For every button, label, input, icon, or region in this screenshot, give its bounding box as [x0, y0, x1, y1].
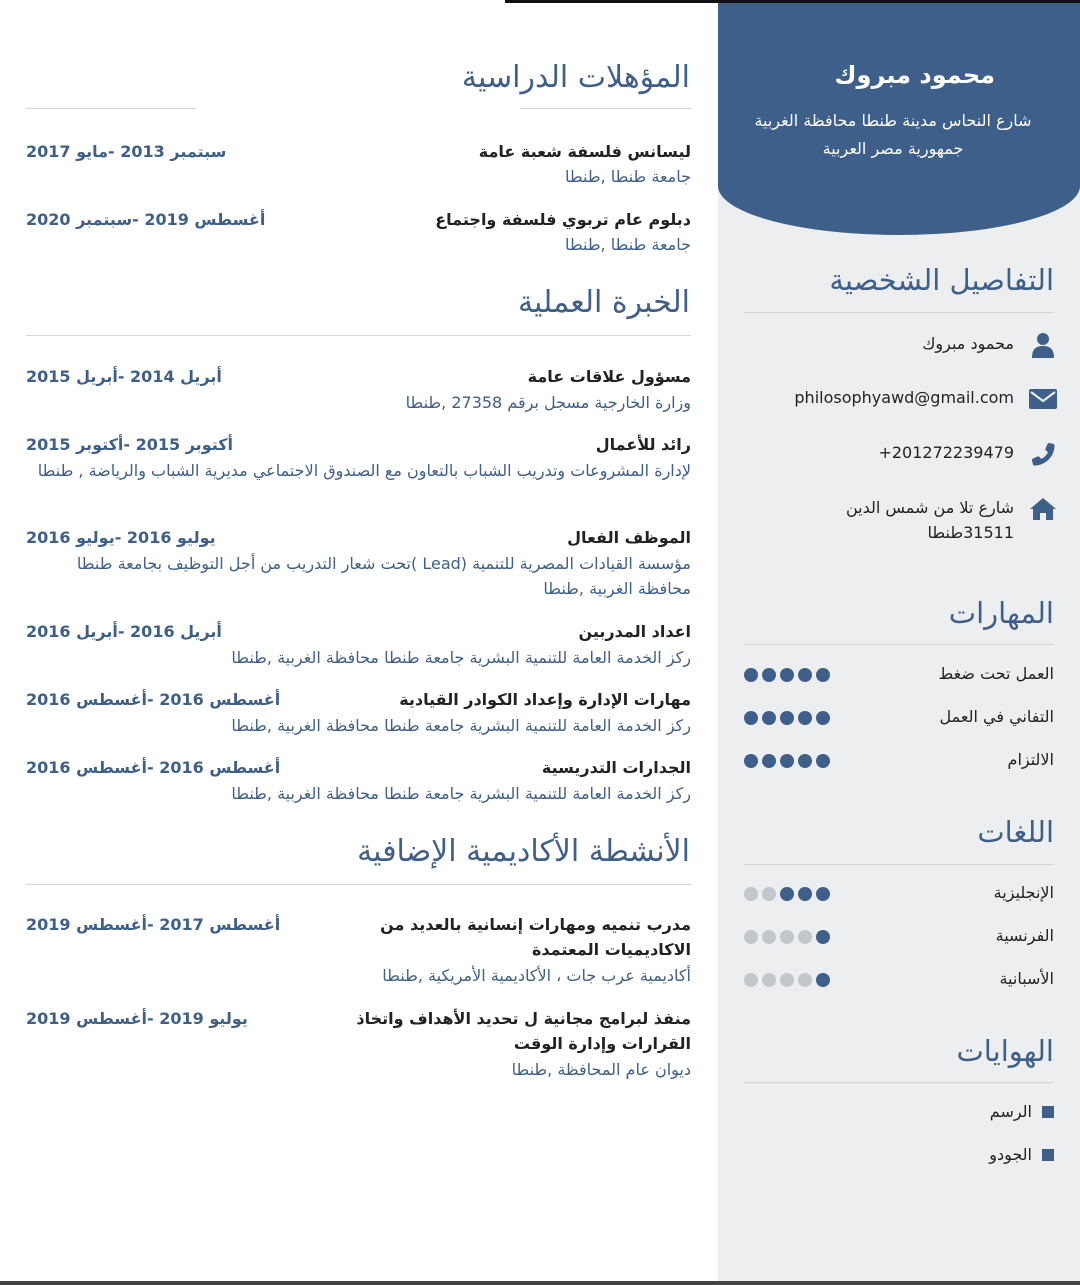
rating-dot-empty	[762, 930, 776, 944]
detail-phone: 201272239479+	[878, 443, 1014, 462]
rating-dot-filled	[798, 711, 812, 725]
entry-subtitle: وزارة الخارجية مسجل برقم 27358 ,طنطا	[405, 393, 691, 412]
rating-dot-empty	[780, 973, 794, 987]
entry-title: ليسانس فلسفة شعبة عامة	[478, 142, 691, 161]
entry-dates: أغسطس 2017 -أغسطس 2019	[26, 915, 281, 934]
rating-dot-filled	[780, 668, 794, 682]
entry-subtitle: ركز الخدمة العامة للتنمية البشرية جامعة طنطا محافظة الغربية ,طنطا	[231, 784, 691, 803]
experience-divider	[26, 335, 691, 336]
home-icon	[1028, 495, 1058, 523]
detail-email[interactable]: philosophyawd@gmail.com	[794, 388, 1014, 407]
rating-dot-filled	[780, 754, 794, 768]
rating-dot-empty	[798, 973, 812, 987]
rating-dot-filled	[762, 711, 776, 725]
entry-subtitle: جامعة طنطا ,طنطا	[564, 235, 691, 254]
square-bullet-icon	[1042, 1106, 1054, 1118]
entry-subtitle: جامعة طنطا ,طنطا	[564, 167, 691, 186]
rating-dot-filled	[744, 668, 758, 682]
entry-dates: أغسطس 2016 -أغسطس 2016	[26, 758, 281, 777]
rating-dot-empty	[744, 973, 758, 987]
language-rating	[744, 930, 830, 944]
entry-title: مسؤول علاقات عامة	[527, 367, 691, 386]
rating-dot-filled	[798, 754, 812, 768]
entry-title: مهارات الإدارة وإعداد الكوادر القيادية	[399, 690, 691, 709]
entry-dates: أكتوبر 2015 -أكتوبر 2015	[26, 435, 234, 454]
language-row	[744, 924, 1054, 950]
rating-dot-filled	[798, 668, 812, 682]
entry-subtitle: لإدارة المشروعات وتدريب الشباب بالتعاون مع الصندوق الاجتماعي مديرية الشباب والرياضة , طنطا	[37, 461, 691, 480]
entry-dates: سبتمبر 2013 -مايو 2017	[26, 142, 227, 161]
entry-title: رائد للأعمال	[595, 435, 691, 454]
hobby-label: الجودو	[989, 1145, 1032, 1164]
skill-rating	[744, 668, 830, 682]
entry-dates: يوليو 2016 -يوليو 2016	[26, 528, 216, 547]
hobbies-heading: الهوايات	[956, 1034, 1054, 1068]
detail-phone-row	[738, 440, 1058, 468]
hobby-item	[989, 1145, 1054, 1164]
language-rating	[744, 973, 830, 987]
rating-dot-filled	[816, 973, 830, 987]
rating-dot-filled	[816, 711, 830, 725]
entry-subtitle: أكاديمية عرب جات ، الأكاديمية الأمريكية ,طنطا	[382, 966, 691, 985]
detail-address-row	[738, 495, 1058, 545]
profile-address: شارع النحاس مدينة طنطا محافظة الغربية جمهورية مصر العربية	[754, 111, 1032, 158]
rating-dot-filled	[816, 930, 830, 944]
skill-label: التفاني في العمل	[939, 707, 1054, 726]
hobby-item	[990, 1102, 1054, 1121]
details-divider	[744, 312, 1054, 313]
rating-dot-filled	[762, 668, 776, 682]
hobby-label: الرسم	[989, 1102, 1032, 1121]
activities-heading: الأنشطة الأكاديمية الإضافية	[357, 834, 690, 869]
rating-dot-filled	[744, 711, 758, 725]
rating-dot-filled	[816, 754, 830, 768]
rating-dot-empty	[798, 930, 812, 944]
detail-name-row	[738, 331, 1058, 359]
skill-label: الالتزام	[1007, 750, 1054, 769]
profile-name: محمود مبروك	[834, 61, 995, 89]
language-row	[744, 967, 1054, 993]
skills-heading: المهارات	[948, 596, 1054, 630]
envelope-icon	[1028, 385, 1058, 413]
language-rating	[744, 887, 830, 901]
languages-heading: اللغات	[977, 815, 1054, 849]
rating-dot-empty	[744, 887, 758, 901]
entry-subtitle: ركز الخدمة العامة للتنمية البشرية جامعة طنطا محافظة الغربية ,طنطا	[231, 716, 691, 735]
entry-dates: أغسطس 2016 -أغسطس 2016	[26, 690, 281, 709]
phone-icon	[1028, 440, 1058, 468]
entry-title: الجدارات التدريسية	[541, 758, 691, 777]
skill-row	[744, 748, 1054, 774]
education-divider-left	[26, 108, 196, 109]
languages-divider	[744, 864, 1054, 865]
profile-header	[718, 3, 1080, 235]
education-heading: المؤهلات الدراسية	[461, 60, 690, 95]
person-icon	[1028, 331, 1058, 359]
entry-subtitle: ديوان عام المحافظة ,طنطا	[511, 1060, 691, 1079]
entry-dates: أبريل 2014 -أبريل 2015	[26, 367, 222, 386]
entry-dates: أغسطس 2019 -سبتمبر 2020	[26, 210, 266, 229]
skills-divider	[744, 644, 1054, 645]
activities-divider	[26, 884, 691, 885]
rating-dot-filled	[780, 887, 794, 901]
experience-heading: الخبرة العملية	[517, 285, 690, 320]
rating-dot-filled	[780, 711, 794, 725]
language-row	[744, 881, 1054, 907]
education-divider	[520, 108, 691, 109]
rating-dot-filled	[744, 754, 758, 768]
bottom-border	[0, 1281, 1080, 1285]
entry-subtitle: مؤسسة القيادات المصرية للتنمية (Lead )تحت شعار التدريب من أجل التوظيف بجامعة طنطا محافظة الغربية ,طنطا	[76, 554, 691, 598]
entry-dates: يوليو 2019 -أغسطس 2019	[26, 1009, 248, 1028]
entry-title: مدرب تنميه ومهارات إنسانية بالعديد من الاكاديميات المعتمدة	[380, 915, 691, 959]
rating-dot-empty	[744, 930, 758, 944]
rating-dot-empty	[780, 930, 794, 944]
rating-dot-filled	[762, 754, 776, 768]
entry-dates: أبريل 2016 -أبريل 2016	[26, 622, 222, 641]
language-label: الأسبانية	[999, 969, 1054, 988]
entry-title: اعداد المدربين	[578, 622, 691, 641]
rating-dot-empty	[762, 887, 776, 901]
rating-dot-filled	[816, 887, 830, 901]
sidebar	[718, 3, 1080, 1281]
skill-row	[744, 662, 1054, 688]
detail-email-row	[738, 385, 1058, 413]
skill-rating	[744, 754, 830, 768]
skill-rating	[744, 711, 830, 725]
skill-row	[744, 705, 1054, 731]
language-label: الإنجليزية	[993, 883, 1054, 902]
rating-dot-empty	[762, 973, 776, 987]
rating-dot-filled	[798, 887, 812, 901]
details-heading: التفاصيل الشخصية	[829, 263, 1054, 297]
language-label: الفرنسية	[995, 926, 1054, 945]
entry-title: الموظف الفعال	[567, 528, 691, 547]
entry-title: دبلوم عام تربوي فلسفة واجتماع	[435, 210, 691, 229]
square-bullet-icon	[1042, 1149, 1054, 1161]
skill-label: العمل تحت ضغط	[938, 664, 1054, 683]
entry-title: منفذ لبرامج مجانية ل تحديد الأهداف واتخاذ القرارات وإدارة الوقت	[356, 1009, 691, 1053]
entry-subtitle: ركز الخدمة العامة للتنمية البشرية جامعة طنطا محافظة الغربية ,طنطا	[231, 648, 691, 667]
detail-address: شارع تلا من شمس الدين 31511طنطا	[845, 498, 1014, 542]
rating-dot-filled	[816, 668, 830, 682]
detail-name: محمود مبروك	[922, 334, 1014, 353]
hobbies-divider	[744, 1082, 1054, 1083]
